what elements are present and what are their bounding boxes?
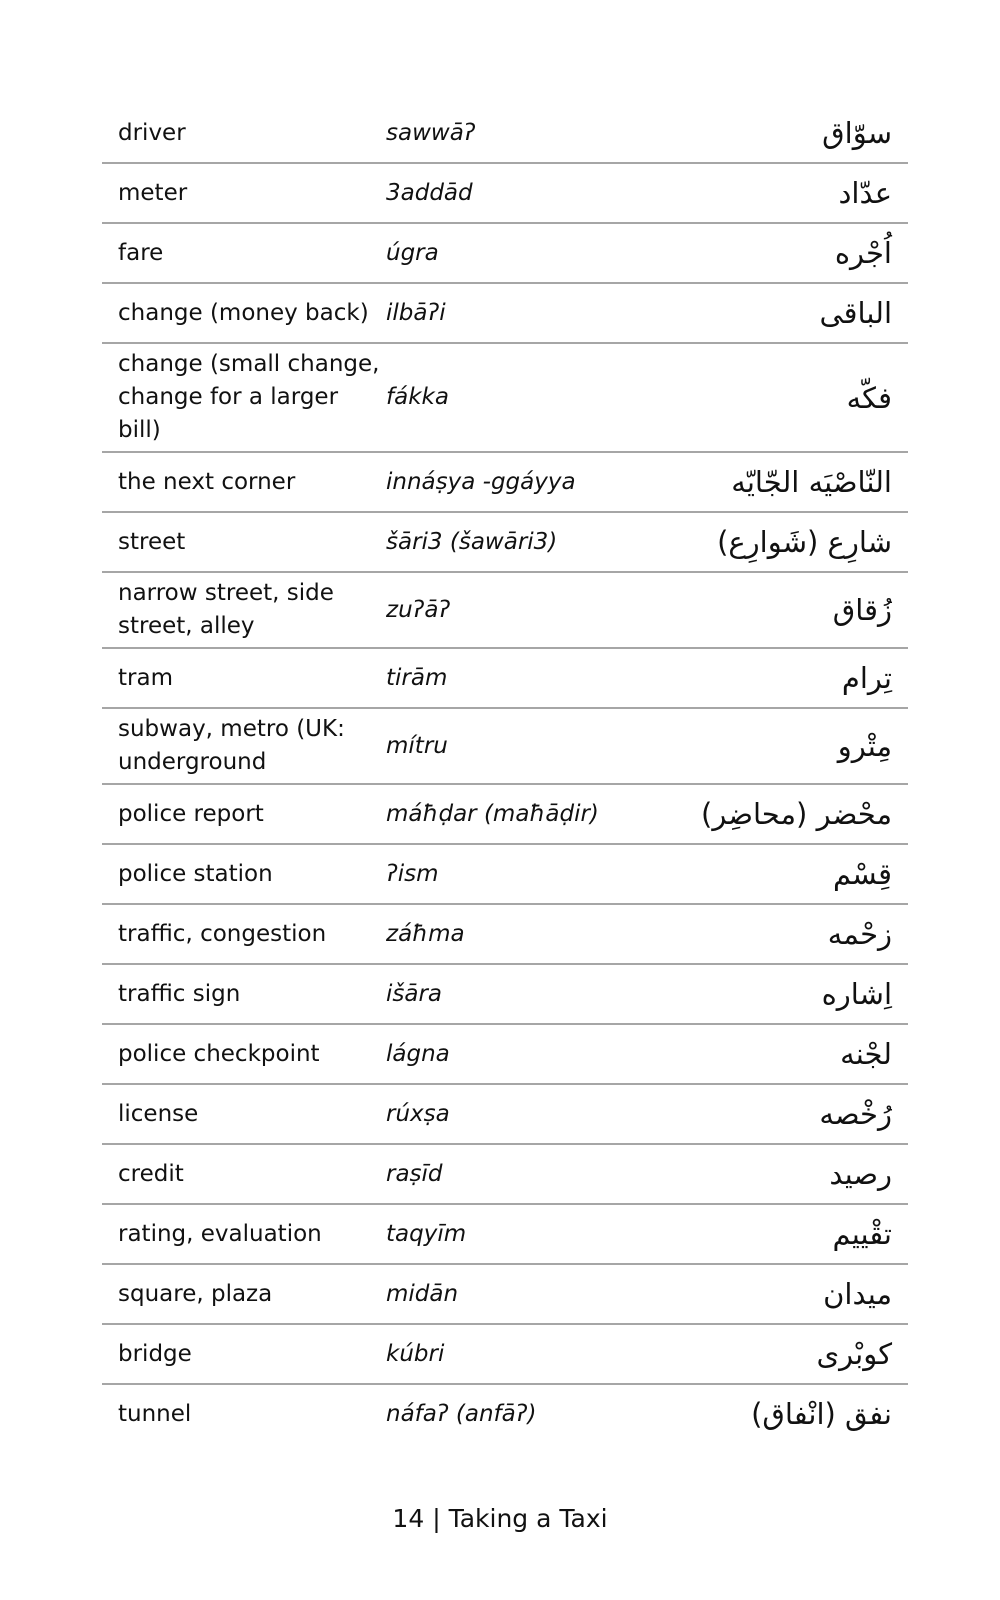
arabic-term: مِتْرو bbox=[696, 708, 908, 784]
table-row bbox=[102, 572, 908, 648]
arabic-term: زُقاق bbox=[696, 572, 908, 648]
section-title: Taking a Taxi bbox=[448, 1504, 608, 1533]
english-term: police checkpoint bbox=[102, 1024, 386, 1084]
english-term: the next corner bbox=[102, 452, 386, 512]
arabic-term: نفق (انْفاق) bbox=[751, 1397, 892, 1431]
table-row bbox=[102, 1144, 908, 1204]
vocabulary-table-body bbox=[102, 104, 908, 1443]
english-term: square, plaza bbox=[102, 1264, 386, 1324]
page-footer bbox=[0, 1504, 1000, 1533]
table-row bbox=[102, 512, 908, 572]
english-term: bridge bbox=[102, 1324, 386, 1384]
arabic-term: تِرام bbox=[696, 648, 908, 708]
arabic-term: لجْنه bbox=[696, 1024, 908, 1084]
arabic-term: الباقى bbox=[696, 283, 908, 343]
footer-separator: | bbox=[432, 1504, 441, 1533]
arabic-term: النّاصْيَه الجّايّه bbox=[696, 452, 908, 512]
table-row bbox=[102, 163, 908, 223]
table-row bbox=[102, 1384, 908, 1443]
transliteration: mítru bbox=[386, 708, 696, 784]
english-term: change (small change, change for a larger bill) bbox=[102, 343, 386, 452]
table-row bbox=[102, 104, 908, 163]
transliteration: midān bbox=[386, 1264, 696, 1324]
transliteration: úgra bbox=[386, 223, 696, 283]
table-row bbox=[102, 452, 908, 512]
page-number: 14 bbox=[392, 1504, 425, 1533]
arabic-term: محْضر (محاضِر) bbox=[696, 784, 908, 844]
transliteration: išāra bbox=[386, 964, 696, 1024]
transliteration: kúbri bbox=[386, 1324, 696, 1384]
english-term: subway, metro (UK: underground bbox=[102, 708, 386, 784]
table-row bbox=[102, 904, 908, 964]
table-row bbox=[102, 708, 908, 784]
table-row bbox=[102, 1084, 908, 1144]
arabic-term: رُخْصه bbox=[696, 1084, 908, 1144]
english-term: police report bbox=[102, 784, 386, 844]
arabic-term: سوّاق bbox=[696, 104, 908, 163]
transliteration: tirām bbox=[386, 648, 696, 708]
transliteration: náfaʔ (anfāʔ) bbox=[386, 1400, 537, 1427]
table-row bbox=[102, 784, 908, 844]
arabic-term: رصيد bbox=[696, 1144, 908, 1204]
arabic-term: زحْمه bbox=[696, 904, 908, 964]
transliteration: 3addād bbox=[386, 163, 696, 223]
transliteration: rúxṣa bbox=[386, 1084, 696, 1144]
transliteration: záħma bbox=[386, 904, 696, 964]
arabic-term: كوبْرى bbox=[696, 1324, 908, 1384]
english-term: traffic, congestion bbox=[102, 904, 386, 964]
table-row bbox=[102, 283, 908, 343]
table-row bbox=[102, 964, 908, 1024]
transliteration: fákka bbox=[386, 343, 696, 452]
table-row bbox=[102, 844, 908, 904]
table-row bbox=[102, 1264, 908, 1324]
arabic-term: فكّه bbox=[696, 343, 908, 452]
transliteration: taqyīm bbox=[386, 1204, 696, 1264]
table-row bbox=[102, 343, 908, 452]
transliteration: zuʔāʔ bbox=[386, 572, 696, 648]
transliteration: innáṣya -ggáyya bbox=[386, 452, 696, 512]
english-term: traffic sign bbox=[102, 964, 386, 1024]
arabic-term: عدّاد bbox=[696, 163, 908, 223]
table-row bbox=[102, 1324, 908, 1384]
arabic-term: قِسْم bbox=[696, 844, 908, 904]
english-term: street bbox=[102, 512, 386, 572]
vocabulary-table bbox=[102, 104, 908, 1443]
transliteration: máħḍar (maħāḍir) bbox=[386, 784, 696, 844]
arabic-term: شارِع (شَوارِع) bbox=[696, 512, 908, 572]
english-term: fare bbox=[102, 223, 386, 283]
english-term: driver bbox=[102, 104, 386, 163]
english-term: change (money back) bbox=[102, 283, 386, 343]
transliteration: lágna bbox=[386, 1024, 696, 1084]
arabic-term: اِشاره bbox=[696, 964, 908, 1024]
transliteration: ʔism bbox=[386, 844, 696, 904]
arabic-term: اُجْره bbox=[696, 223, 908, 283]
english-term: tram bbox=[102, 648, 386, 708]
english-term: police station bbox=[102, 844, 386, 904]
english-term: credit bbox=[102, 1144, 386, 1204]
transliteration: sawwāʔ bbox=[386, 104, 696, 163]
table-row bbox=[102, 648, 908, 708]
english-term: narrow street, side street, alley bbox=[102, 572, 386, 648]
english-term: meter bbox=[102, 163, 386, 223]
english-term: rating, evaluation bbox=[102, 1204, 386, 1264]
arabic-term: تقْييم bbox=[696, 1204, 908, 1264]
table-row bbox=[102, 1024, 908, 1084]
english-term: tunnel bbox=[118, 1400, 192, 1427]
transliteration: raṣīd bbox=[386, 1144, 696, 1204]
english-term: license bbox=[102, 1084, 386, 1144]
arabic-term: ميدان bbox=[696, 1264, 908, 1324]
transliteration: ilbāʔi bbox=[386, 283, 696, 343]
table-row bbox=[102, 223, 908, 283]
table-row bbox=[102, 1204, 908, 1264]
transliteration: šāri3 (šawāri3) bbox=[386, 512, 696, 572]
